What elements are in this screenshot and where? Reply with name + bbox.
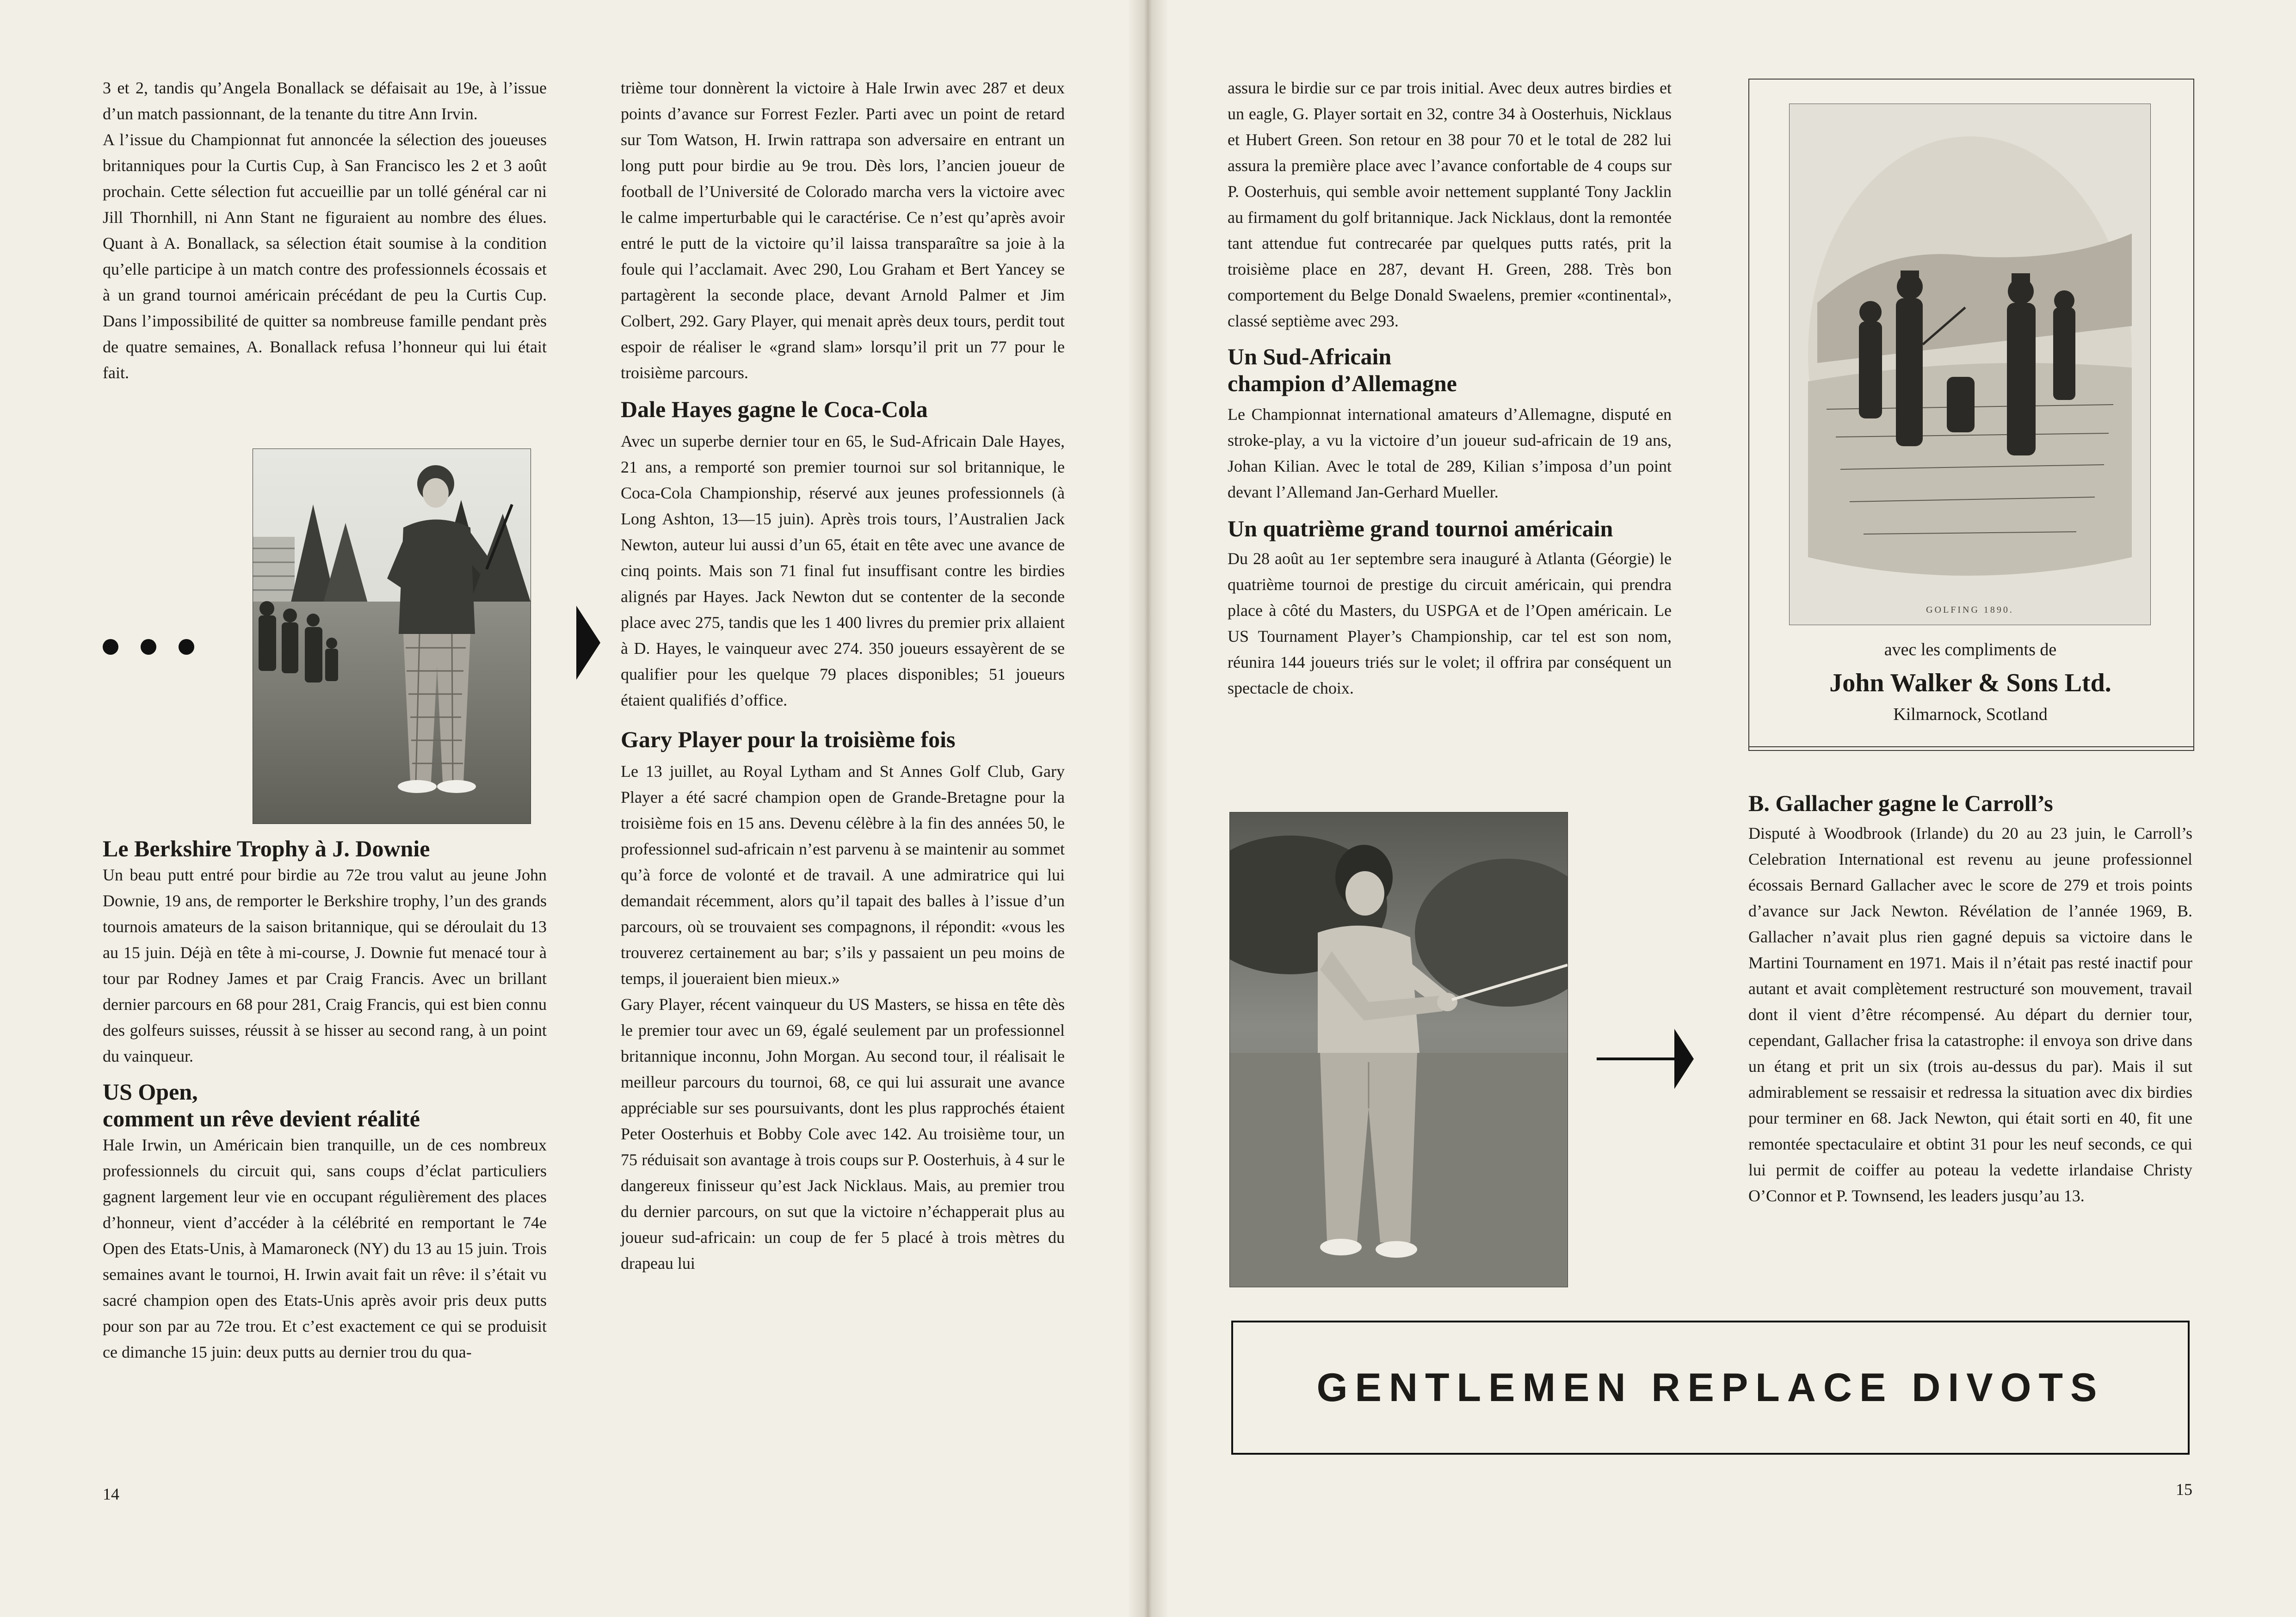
banner-text: GENTLEMEN REPLACE DIVOTS	[1316, 1365, 2105, 1410]
player-text-2: Gary Player, récent vainqueur du US Masters, se hissa en tête dès le premier tour avec un 69, égalé seulement par un professionnel britannique inconnu, John Morgan. Au second tour, il réalisait le meilleur parcours du tournoi, 68, ce qui lui assurait une avance appréciable sur ses poursuivants, dont les plus rapprochés étaient Peter Oosterhuis et Bobby Cole avec 142. Au troisième tour, un 75 réduisait son avantage à trois coups sur P. Oosterhuis, à 4 sur le dangereux finisseur qu’est Jack Nicklaus. Mais, au premier trou du dernier parcours, on sut que la victoire n’échapperait plus au joueur sud-africain: un coup de fer 5 placé à trois mètres du drapeau lui	[621, 995, 1065, 1273]
usopen-heading-line2: comment un rêve devient réalité	[103, 1106, 420, 1131]
gallacher-photo-svg	[1230, 812, 1568, 1287]
berkshire-heading: Le Berkshire Trophy à J. Downie	[103, 836, 430, 861]
left-col1-articles	[103, 835, 547, 1365]
atlanta-text: Du 28 août au 1er septembre sera inauguré à Atlanta (Géorgie) le quatrième tournoi de prestige du circuit américain, qui prendra place à côté du Masters, du USPGA et de l’Open américain. Le US Tournament Player’s Championship, car tel est son nom, réunira 144 joueurs triés sur le volet; il offrira par conséquent un spectacle de choix.	[1228, 549, 1672, 697]
right-arrow-icon	[1597, 1027, 1694, 1091]
gallacher-heading: B. Gallacher gagne le Carroll’s	[1748, 790, 2053, 816]
ad-location: Kilmarnock, Scotland	[1893, 705, 2048, 724]
golfers-engraving-svg	[1790, 104, 2150, 625]
player-text-1: Le 13 juillet, au Royal Lytham and St Annes Golf Club, Gary Player a été sacré champion open de Grande-Bretagne pour la troisième fois en 15 ans. Devenu célèbre à la fin des années 50, le professionnel sud-africain n’est parvenu à se maintenir au sommet qu’à force de volonté et de travail. A une admiratrice qui lui demandait récemment, alors qu’il tapait des balles à l’issue d’un parcours, où se trouvaient ses compagnons, il répondit: «vous les trouverez certainement au bar; s’ils y passaient un peu moins de temps, il joueraient bien mieux.»	[621, 762, 1065, 988]
intro-paragraph-1: 3 et 2, tandis qu’Angela Bonallack se défaisait au 19e, à l’issue d’un match passionnant, de la tenante du titre Ann Irvin.	[103, 79, 547, 123]
photo-gallacher-golfer	[1229, 812, 1568, 1287]
usopen-text: Hale Irwin, un Américain bien tranquille, un de ces nombreux professionnels du circuit qui, sans coups d’éclat particuliers gagnent largement leur vie en occupant régulièrement des places d’honneur, vient d’accéder à la célébrité en remportant le 74e Open des Etats-Unis, à Mamaroneck (NY) du 13 au 15 juin. Trois semaines avant le tournoi, H. Irwin avait fait un rêve: il s’était vu sacré champion open des Etats-Unis après avoir pris deux putts pour son par au 72e trou. Et c’est exactement ce qui se produisit ce dimanche 15 juin: deux putts au dernier trou du qua-	[103, 1136, 547, 1361]
player-heading: Gary Player pour la troisième fois	[621, 726, 956, 752]
golfer-photo-svg	[253, 449, 531, 824]
dot-icon	[141, 639, 156, 655]
page-gutter	[1129, 0, 1167, 1617]
kilian-heading-line2: champion d’Allemagne	[1228, 370, 1457, 396]
hayes-text: Avec un superbe dernier tour en 65, le Sud-Africain Dale Hayes, 21 ans, a remporté son premier tournoi sur sol britannique, le Coca-Cola Championship, réservé aux jeunes professionnels (à Long Ashton, 13—15 juin). Après trois tours, l’Australien Jack Newton, auteur lui aussi d’un 65, était en tête avec une avance de cinq points. Mais son 71 final fut insuffisant contre les birdies alignés par Hayes. Jack Newton dut se contenter de la seconde place avec 275, tandis que les 1 400 livres du premier prix allaient à D. Hayes, le vainqueur avec 274. 350 joueurs essayèrent de se qualifier pour les quelque 79 places disponibles; 51 joueurs étaient qualifiés d’office.	[621, 432, 1065, 709]
engraving-caption: GOLFING 1890.	[1926, 605, 2014, 615]
usopen-heading-line1: US Open,	[103, 1079, 198, 1105]
right-col2	[1748, 790, 2192, 1209]
page-number-left: 14	[103, 1485, 119, 1503]
usopen-heading	[103, 1078, 547, 1132]
hayes-heading: Dale Hayes gagne le Coca-Cola	[621, 396, 928, 422]
left-col1-intro	[103, 75, 547, 386]
page-number-right: 15	[2176, 1480, 2192, 1499]
ad-company-name: John Walker & Sons Ltd.	[1829, 669, 2111, 697]
advertisement-rule	[1748, 746, 2194, 750]
usopen-continued: trième tour donnèrent la victoire à Hale Irwin avec 287 et deux points d’avance sur Forrest Fezler. Parti avec un point de retard sur Tom Watson, H. Irwin rattrapa son adversaire en entrant un long putt pour birdie au 9e trou. Dès lors, l’ancien joueur de football de l’Université de Colorado marcha vers la victoire avec le calme imperturbable qui le caractérise. Ce n’est qu’après avoir entré le putt de la victoire qu’il laissa transparaître sa joie à la foule qui l’acclamait. Avec 290, Lou Graham et Bert Yancey se partagèrent la seconde place, devant Arnold Palmer et Jim Colbert, 292. Gary Player, qui menait après deux tours, perdit tout espoir de réaliser le «grand slam» lorsqu’il prit un 77 pour le troisième parcours.	[621, 79, 1065, 382]
ellipsis-dots	[103, 639, 216, 657]
continue-arrow-icon	[576, 606, 600, 680]
kilian-text: Le Championnat international amateurs d’Allemagne, disputé en stroke-play, a vu la victoire d’un joueur sud-africain de 19 ans, Johan Kilian. Avec le total de 289, Kilian s’imposa d’un point devant l’Allemand Jan-Gerhard Mueller.	[1228, 405, 1672, 501]
engraving-illustration	[1789, 104, 2151, 625]
player-continued: assura le birdie sur ce par trois initial. Avec deux autres birdies et un eagle, G. Player sortait en 32, contre 34 à Oosterhuis, Nicklaus et Hubert Green. Son retour en 38 pour 70 et le total de 282 lui assura la première place avec l’avance confortable de 4 coups sur P. Oosterhuis, qui semble avoir nettement supplanté Tony Jacklin au firmament du golf britannique. Jack Nicklaus, dont la remontée tant attendue fut contrecarée par quelques putts ratés, prit la troisième place en 287, devant H. Green, 288. Très bon comportement du Belge Donald Swaelens, premier «continental», classé septième avec 293.	[1228, 79, 1672, 330]
left-col2	[621, 75, 1065, 1276]
atlanta-heading: Un quatrième grand tournoi américain	[1228, 516, 1613, 541]
ad-compliments: avec les compliments de	[1884, 640, 2057, 659]
kilian-heading	[1228, 343, 1672, 397]
right-col1	[1228, 75, 1672, 701]
kilian-heading-line1: Un Sud-Africain	[1228, 344, 1392, 369]
dot-icon	[179, 639, 194, 655]
divots-banner	[1231, 1321, 2190, 1455]
photo-downie-golfer	[253, 449, 531, 824]
dot-icon	[103, 639, 118, 655]
berkshire-text: Un beau putt entré pour birdie au 72e trou valut au jeune John Downie, 19 ans, de remporter le Berkshire trophy, l’un des grands tournois amateurs de la saison britannique, qui se déroulait du 13 au 15 juin. Déjà en tête à mi-course, J. Downie fut menacé tour à tour par Rodney James et par Craig Francis. Avec un brillant dernier parcours en 68 pour 281, Craig Francis, qui est bien connu des golfeurs suisses, réussit à se hisser au second rang, à un point du vainqueur.	[103, 866, 547, 1065]
gallacher-text: Disputé à Woodbrook (Irlande) du 20 au 23 juin, le Carroll’s Celebration International est revenu au jeune professionnel écossais Bernard Gallacher avec le score de 279 et trois points d’avance sur Jack Newton. Révélation de l’année 1969, B. Gallacher n’avait plus rien gagné depuis sa victoire dans le Martini Tournament en 1971. Mais il n’était pas resté inactif pour autant et avait complètement restructuré son mouvement, travail dont il vient d’être récompensé. Au départ du dernier tour, cependant, Gallacher frisa la catastrophe: il envoya son drive dans un étang et prit un six (trois au-dessus du par). Mais il sut admirablement se ressaisir et redressa la situation avec dix birdies pour terminer en 68. Jack Newton, qui était sorti en 40, fit une remontée spectaculaire et obtint 31 pour les neuf seconds, ce qui lui permit de coiffer au poteau la vedette irlandaise Christy O’Connor et P. Townsend, les leaders jusqu’au 13.	[1748, 824, 2192, 1205]
intro-paragraph-2: A l’issue du Championnat fut annoncée la sélection des joueuses britanniques pour la Curtis Cup, à San Francisco les 2 et 3 août prochain. Cette sélection fut accueillie par un tollé général car ni Jill Thornhill, ni Ann Stant ne figuraient au nombre des élues. Quant à A. Bonallack, sa sélection était soumise à la condition qu’elle participe à un match contre des professionnels écossais et à un grand tournoi américain précédant de peu la Curtis Cup. Dans l’impossibilité de quitter sa nombreuse famille pendant près de quatre semaines, A. Bonallack refusa l’honneur qui lui était fait.	[103, 130, 547, 382]
